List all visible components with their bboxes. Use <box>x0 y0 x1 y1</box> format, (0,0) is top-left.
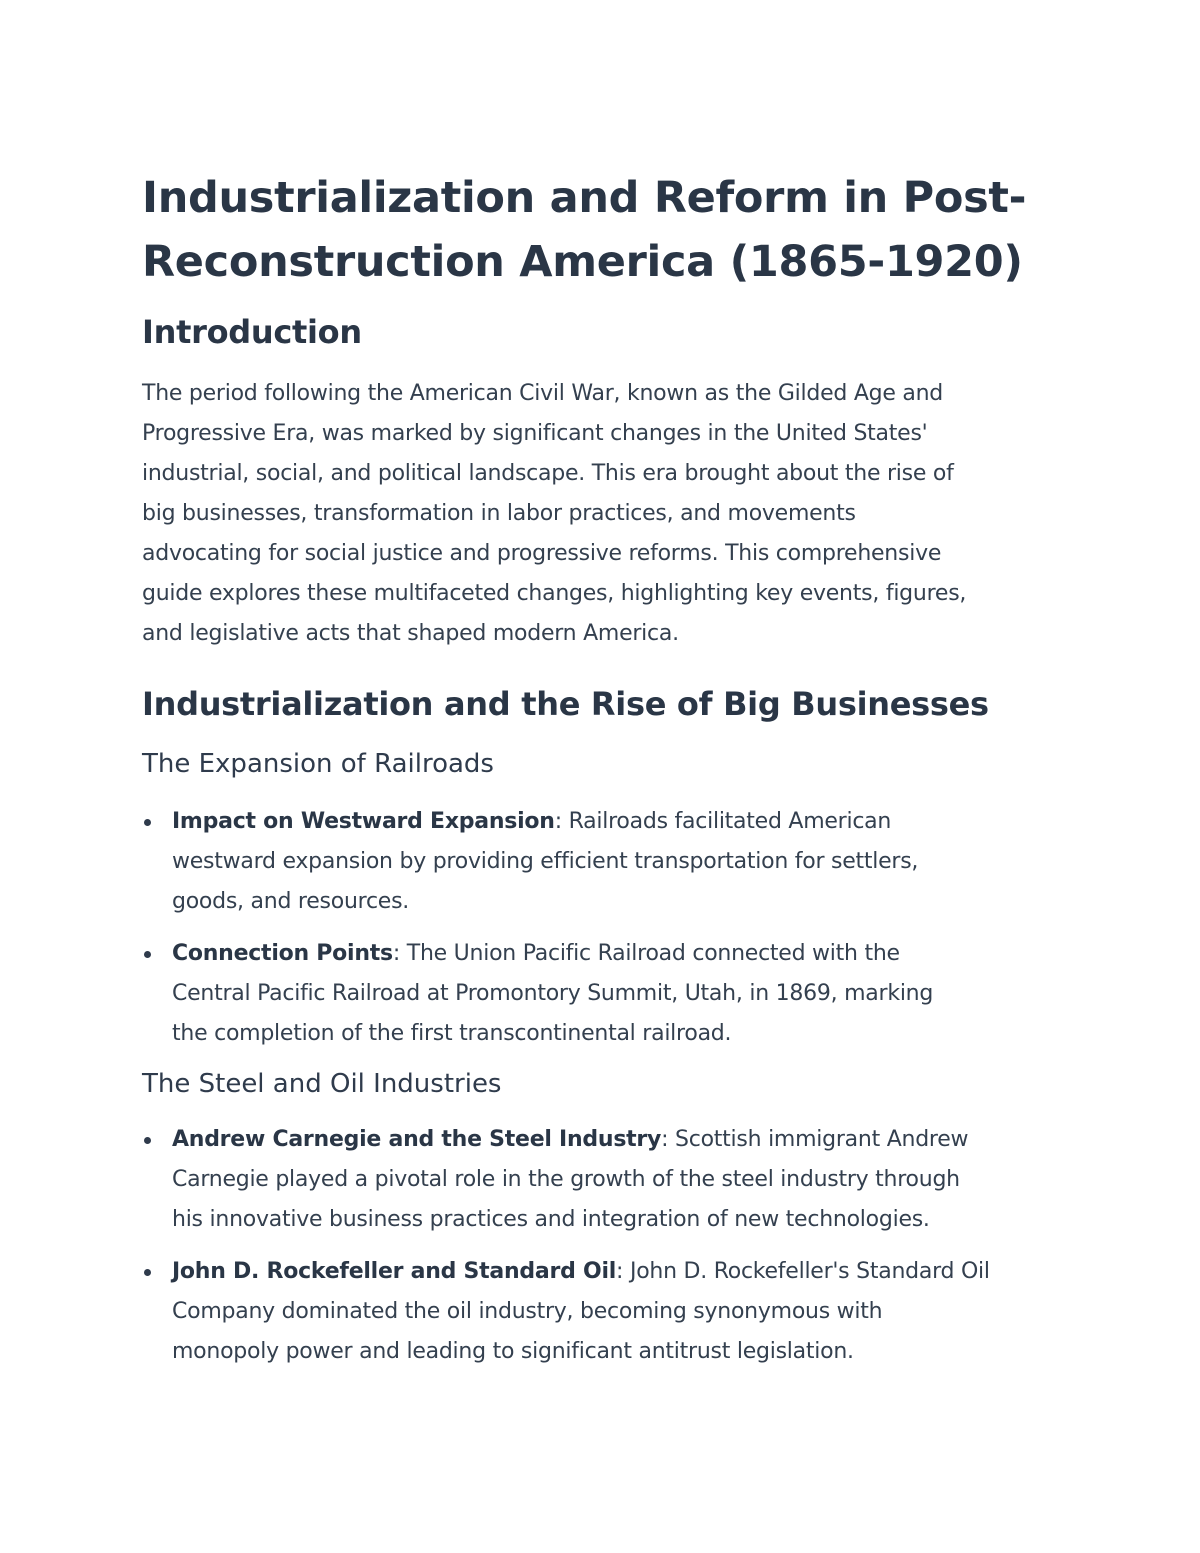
railroads-list <box>142 802 1060 1054</box>
item-line: Central Pacific Railroad at Promontory Summit, Utah, in 1869, marking <box>172 981 934 1006</box>
bullet-icon <box>144 1269 151 1276</box>
item-text: : John D. Rockefeller's Standard Oil <box>616 1259 990 1284</box>
item-text: : The Union Pacific Railroad connected with the <box>392 941 900 966</box>
bullet-icon <box>144 819 151 826</box>
item-line: westward expansion by providing efficient transportation for settlers, <box>172 849 919 874</box>
paragraph-line: big businesses, transformation in labor practices, and movements <box>142 501 856 526</box>
introduction-heading: Introduction <box>142 313 362 351</box>
list-item <box>142 934 1060 1054</box>
item-lead: Andrew Carnegie and the Steel Industry <box>172 1127 662 1152</box>
item-lead: Connection Points <box>172 941 393 966</box>
item-line: Company dominated the oil industry, becoming synonymous with <box>172 1299 883 1324</box>
list-item <box>142 802 1060 922</box>
paragraph-line: and legislative acts that shaped modern America. <box>142 621 679 646</box>
steel-oil-list <box>142 1120 1060 1372</box>
paragraph-line: industrial, social, and political landscape. This era brought about the rise of <box>142 461 954 486</box>
list-item <box>142 1252 1060 1372</box>
item-first-line <box>172 802 1060 842</box>
industrialization-heading: Industrialization and the Rise of Big Businesses <box>142 685 989 723</box>
document-title <box>142 166 1060 294</box>
item-lead: Impact on Westward Expansion <box>172 809 555 834</box>
item-line: the completion of the first transcontinental railroad. <box>172 1021 732 1046</box>
item-line: goods, and resources. <box>172 889 410 914</box>
railroads-subheading: The Expansion of Railroads <box>142 749 494 779</box>
item-line: Carnegie played a pivotal role in the growth of the steel industry through <box>172 1167 960 1192</box>
item-text: : Railroads facilitated American <box>554 809 892 834</box>
item-first-line <box>172 934 1060 974</box>
list-item <box>142 1120 1060 1240</box>
bullet-icon <box>144 1137 151 1144</box>
item-lead: John D. Rockefeller and Standard Oil <box>172 1259 617 1284</box>
introduction-paragraph <box>142 374 1060 654</box>
paragraph-line: advocating for social justice and progressive reforms. This comprehensive <box>142 541 942 566</box>
item-line: his innovative business practices and integration of new technologies. <box>172 1207 930 1232</box>
item-line: monopoly power and leading to significant antitrust legislation. <box>172 1339 854 1364</box>
paragraph-line: Progressive Era, was marked by significant changes in the United States' <box>142 421 928 446</box>
title-line: Industrialization and Reform in Post- <box>142 173 1027 223</box>
item-text: : Scottish immigrant Andrew <box>661 1127 969 1152</box>
item-first-line <box>172 1120 1060 1160</box>
paragraph-line: The period following the American Civil War, known as the Gilded Age and <box>142 381 944 406</box>
title-line: Reconstruction America (1865-1920) <box>142 237 1023 287</box>
paragraph-line: guide explores these multifaceted changes, highlighting key events, figures, <box>142 581 967 606</box>
bullet-icon <box>144 951 151 958</box>
steel-oil-subheading: The Steel and Oil Industries <box>142 1069 502 1099</box>
item-first-line <box>172 1252 1060 1292</box>
